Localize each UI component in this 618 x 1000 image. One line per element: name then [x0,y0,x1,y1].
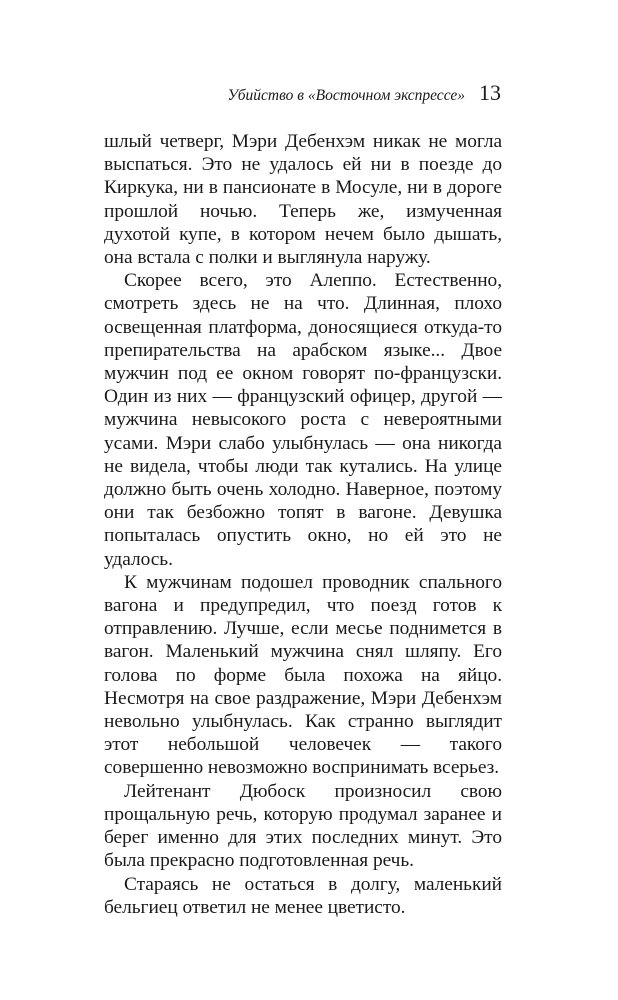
paragraph-4: Лейтенант Дюбоск произносил свою прощальную речь, которую продумал заранее и берег именно для этих последних минут. Это была прекрасно подготовленная речь. [104,780,502,872]
body-text [104,130,502,919]
page-number: 13 [479,80,501,105]
paragraph-5: Стараясь не остаться в долгу, маленький бельгиец ответил не менее цветисто. [104,873,502,918]
running-header [228,80,501,106]
paragraph-2: Скорее всего, это Алеппо. Естественно, смотреть здесь не на что. Длинная, плохо освещенная платформа, доносящиеся откуда-то препирательства на арабском языке... Двое мужчин под ее окном говорят по-французски. Один из них — французский офицер, другой — мужчина невысокого роста с невероятными усами. Мэри слабо улыбнулась — она никогда не видела, чтобы люди так кутались. На улице должно быть очень холодно. Наверное, поэтому они так безбожно топят в вагоне. Девушка попыталась опустить окно, но ей это не удалось. [104,270,502,570]
running-title: Убийство в «Восточном экспрессе» [227,87,465,104]
paragraph-3: К мужчинам подошел проводник спального вагона и предупредил, что поезд готов к отправлению. Лучше, если месье поднимется в вагон. Маленький мужчина снял шляпу. Его голова по форме была похожа на яйцо. Несмотря на свое раздражение, Мэри Дебенхэм невольно улыбнулась. Как странно выглядит этот небольшой человечек — такого совершенно невозможно воспринимать всерьез. [104,571,502,779]
paragraph-1: шлый четверг, Мэри Дебенхэм никак не могла выспаться. Это не удалось ей ни в поезде до Киркука, ни в пансионате в Мосуле, ни в дороге прошлой ночью. Теперь же, измученная духотой купе, в котором нечем было дышать, она встала с полки и выглянула наружу. [104,131,502,269]
